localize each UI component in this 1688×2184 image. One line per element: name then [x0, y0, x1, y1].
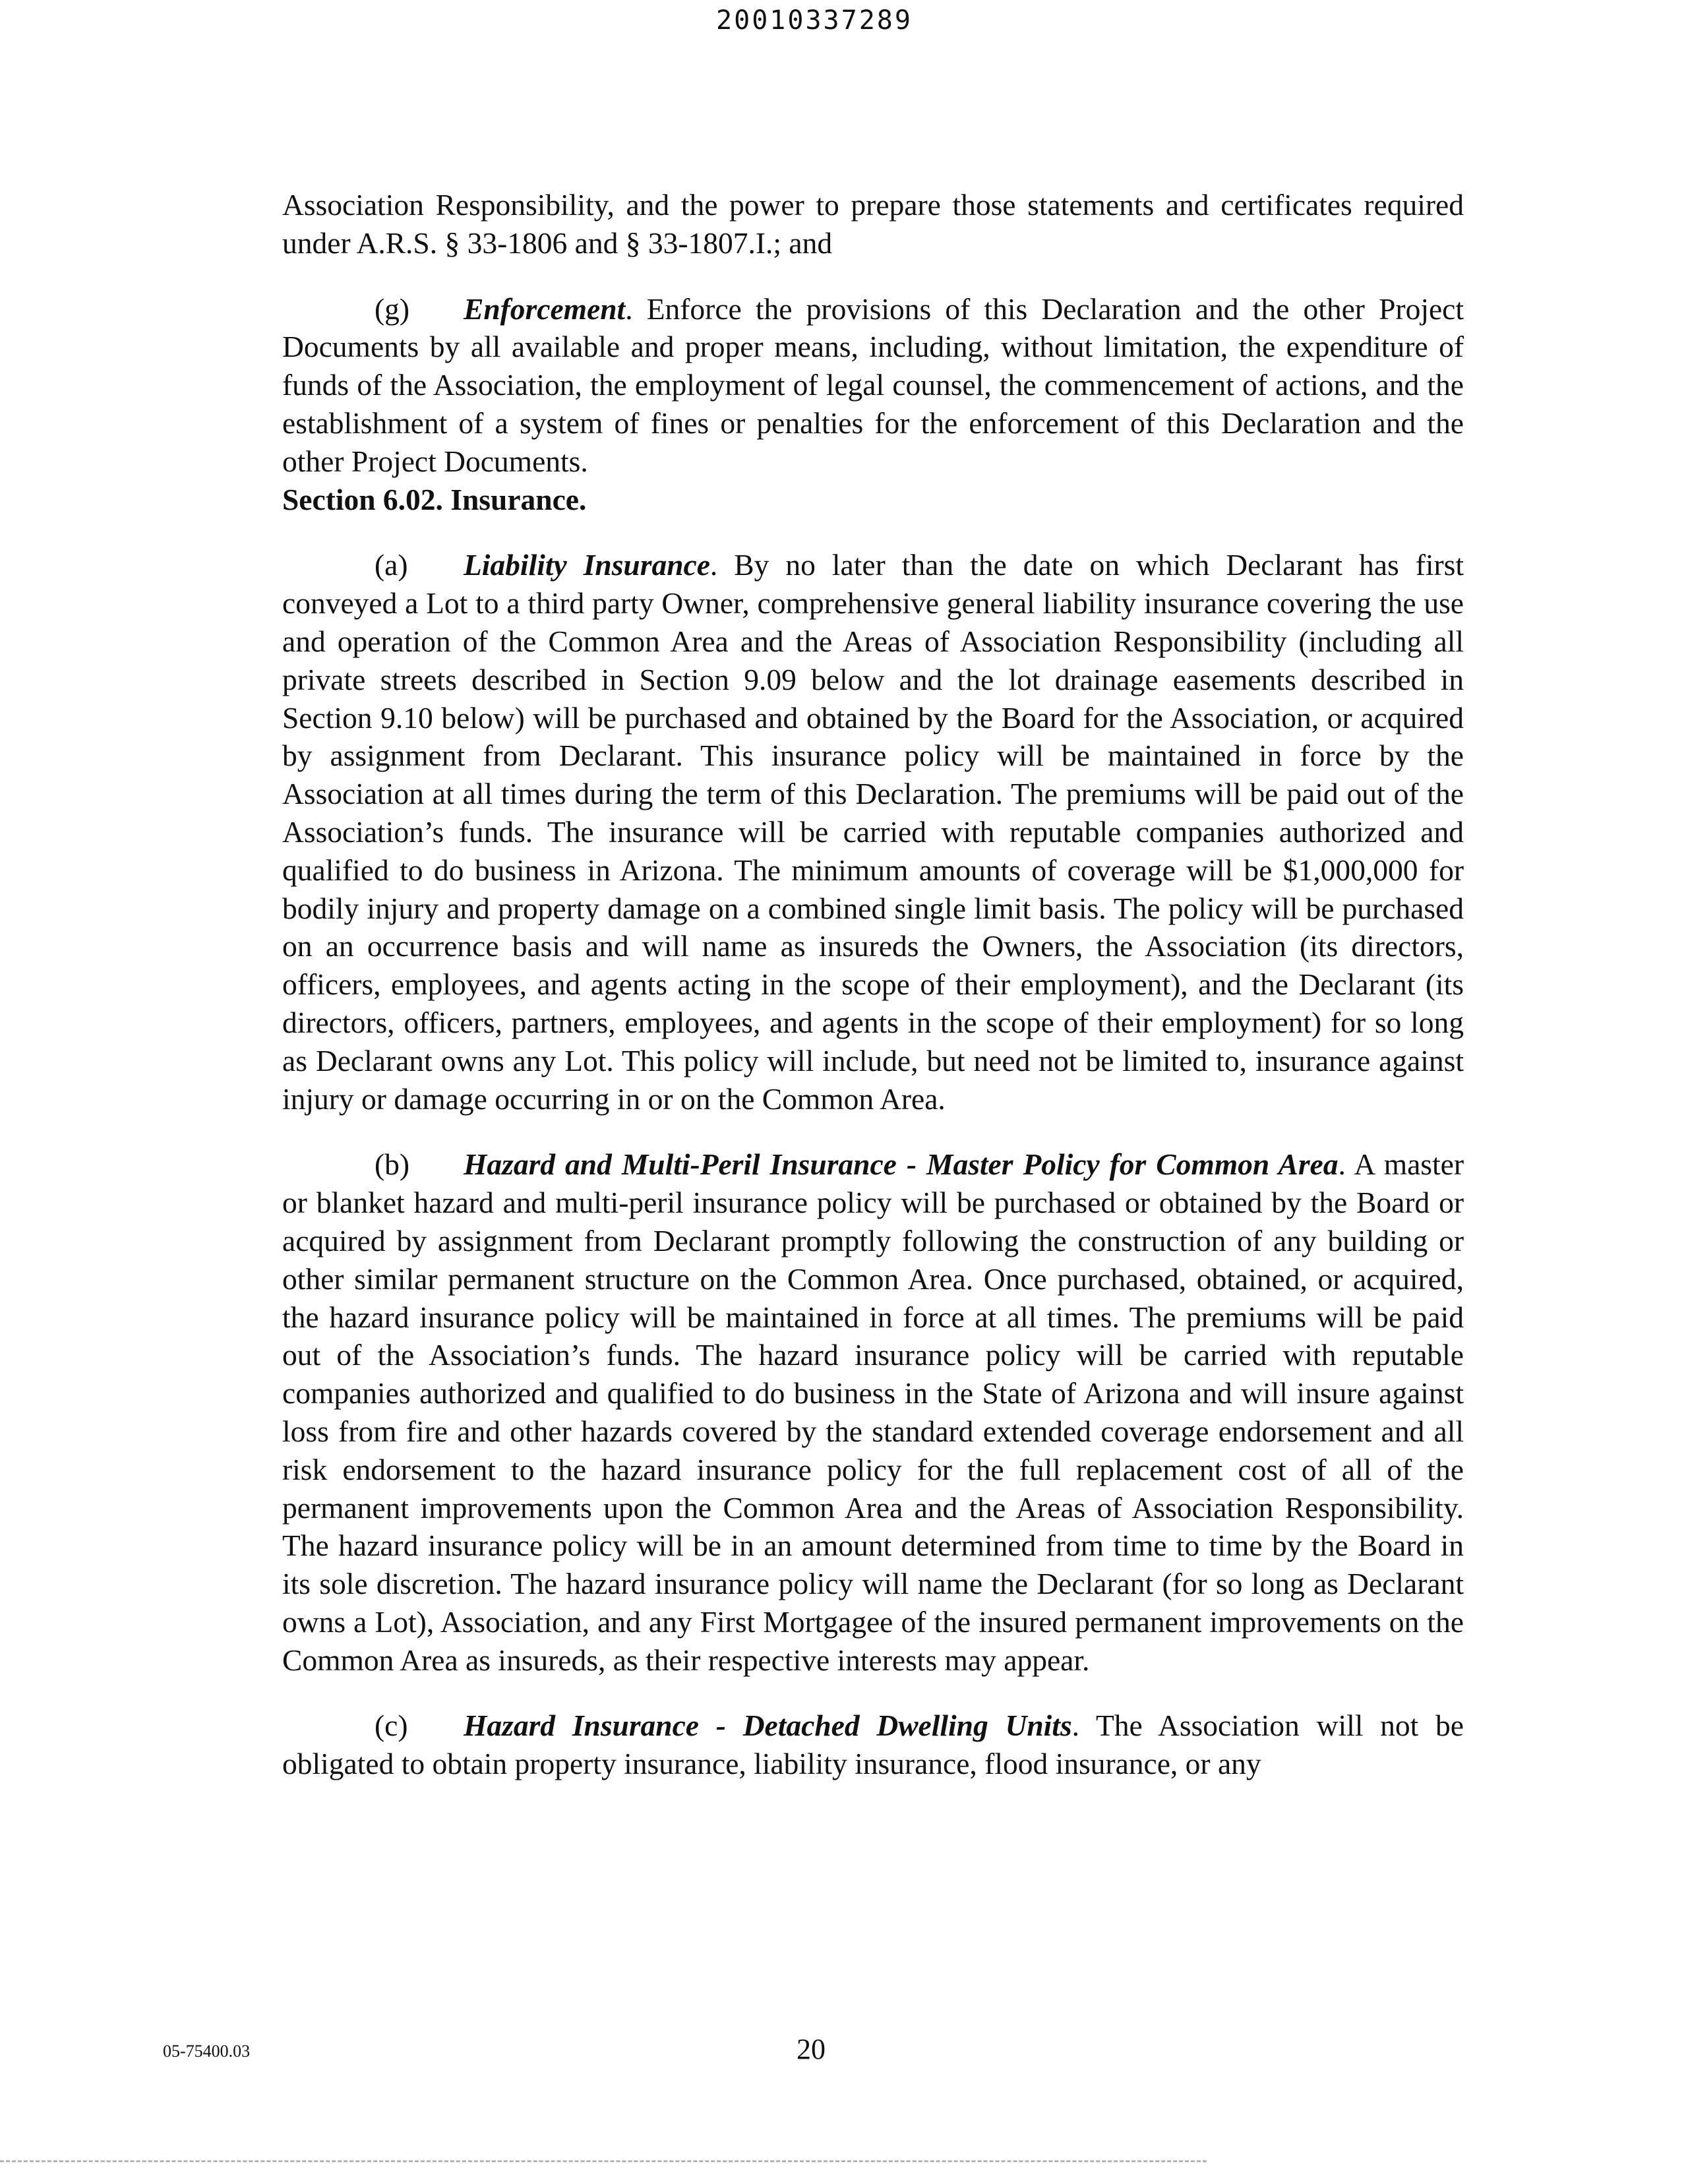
item-text: . By no later than the date on which Declarant has first conveyed a Lot to a third party Owner, comprehensive general liability insurance covering the use and operation of the Common Area and the Areas of Association Responsibility (including all private streets described in Section 9.09 below and the lot drainage easements described in Section 9.10 below) will be purchased and obtained by the Board for the Association, or acquired by assignment from Declarant. This insurance policy will be maintained in force by the Association at all times during the term of this Declaration. The premiums will be paid out of the Association’s funds. The insurance will be carried with reputable companies authorized and qualified to do business in Arizona. The minimum amounts of coverage will be $1,000,000 for bodily injury and property damage on a combined single limit basis. The policy will be purchased on an occurrence basis and will name as insureds the Owners, the Association (its directors, officers, employees, and agents acting in the scope of their employment), and the Declarant (its directors, officers, partners, employees, and agents in the scope of their employment) for so long as Declarant owns any Lot. This policy will include, but need not be limited to, insurance against injury or damage occurring in or on the Common Area. — [282, 548, 1464, 1116]
paragraph-a-liability-insurance — [282, 546, 1464, 1118]
item-text: . Enforce the provisions of this Declaration and the other Project Documents by all available and proper means, including, without limitation, the expenditure of funds of the Association, the employment of legal counsel, the commencement of actions, and the establishment of a system of fines or penalties for the enforcement of this Declaration and the other Project Documents. — [282, 291, 1464, 478]
item-text: . A master or blanket hazard and multi-peril insurance policy will be purchased or obtained by the Board or acquired by assignment from Declarant promptly following the construction of any building or other similar permanent structure on the Common Area. Once purchased, obtained, or acquired, the hazard insurance policy will be maintained in force at all times. The premiums will be paid out of the Association’s funds. The hazard insurance policy will be carried with reputable companies authorized and qualified to do business in the State of Arizona and will insure against loss from fire and other hazards covered by the standard extended coverage endorsement and all risk endorsement to the hazard insurance policy for the full replacement cost of all of the permanent improvements upon the Common Area and the Areas of Association Responsibility. The hazard insurance policy will be in an amount determined from time to time by the Board in its sole discretion. The hazard insurance policy will name the Declarant (for so long as Declarant owns a Lot), Association, and any First Mortgagee of the insured permanent improvements on the Common Area as insureds, as their respective interests may appear. — [282, 1147, 1464, 1677]
section-heading: Section 6.02. Insurance. — [282, 482, 587, 516]
page-number: 20 — [797, 2033, 826, 2065]
footer-document-id: 05-75400.03 — [163, 2042, 251, 2061]
item-label: (g) — [375, 291, 410, 326]
scan-artifact-line — [0, 2160, 1207, 2162]
document-number: 20010337289 — [716, 5, 913, 36]
document-body — [282, 186, 1464, 1783]
paragraph-g-enforcement — [282, 290, 1464, 481]
intro-paragraph: Association Responsibility, and the power to prepare those statements and certificates required under A.R.S. § 33-1806 and § 33-1807.I.; and — [282, 188, 1464, 260]
paragraph-b-hazard-insurance — [282, 1145, 1464, 1679]
item-title: Enforcement — [464, 291, 626, 326]
item-label: (c) — [375, 1709, 408, 1743]
paragraph-c-detached-dwelling-units — [282, 1707, 1464, 1783]
item-label: (b) — [375, 1147, 410, 1182]
item-title: Liability Insurance — [464, 548, 710, 582]
item-text: . The Association will not be obligated to obtain property insurance, liability insurance, flood insurance, or any — [282, 1709, 1464, 1781]
item-label: (a) — [375, 548, 408, 582]
item-title: Hazard and Multi-Peril Insurance - Master Policy for Common Area — [464, 1147, 1339, 1182]
item-title: Hazard Insurance - Detached Dwelling Units — [464, 1709, 1072, 1743]
